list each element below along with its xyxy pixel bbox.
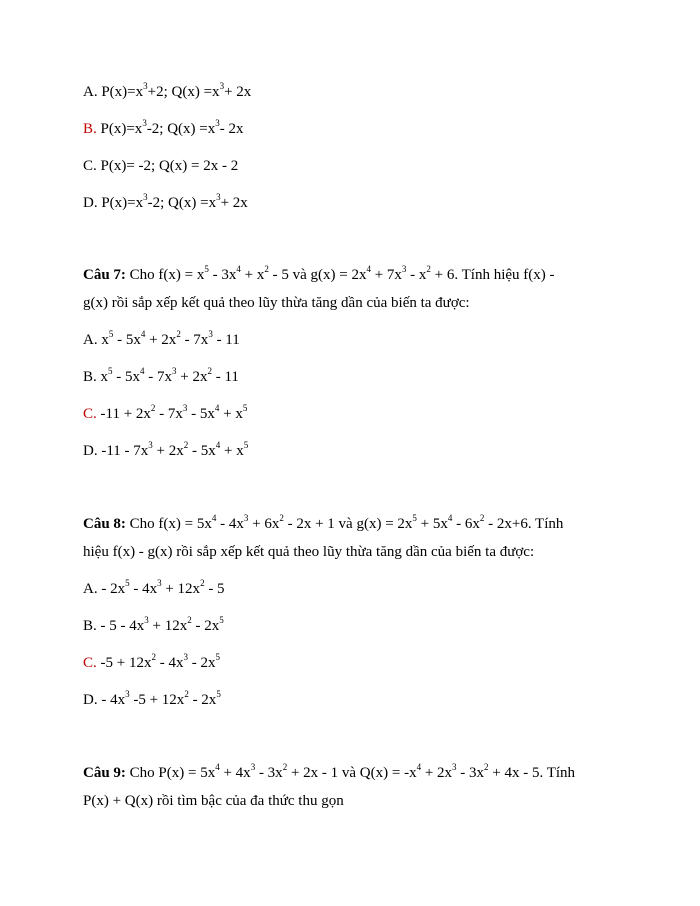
q7-stem-line2: g(x) rồi sắp xếp kết quả theo lũy thừa tăng dần của biến ta được: xyxy=(83,295,470,311)
q7-option-b: B. $x^5 - 5x^4 - 7x^3 + 2x^2 - 11$ xyxy=(83,366,239,385)
correct-answer-letter: C. xyxy=(83,655,97,671)
prev-option-c: C. P(x)= -2; Q(x) = 2x - 2 xyxy=(83,158,239,174)
q8-option-b: B. - $5 - 4x^3 + 12x^2 - 2x^5$ xyxy=(83,615,224,634)
prev-option-a: A. $P(x)=x^3+2$; $Q(x) =x^3+ 2x$ xyxy=(83,81,252,100)
q7-label: Câu 7: xyxy=(83,267,126,283)
q8-option-a: A. - $2x^5 - 4x^3 + 12x^2 - 5$ xyxy=(83,578,225,597)
correct-answer-letter: B. xyxy=(83,121,97,137)
q8-option-c: C. $-5 + 12x^2 - 4x^3 - 2x^5$ xyxy=(83,652,220,671)
q7-option-a: A. $x^5 - 5x^4 + 2x^2 - 7x^3 - 11$ xyxy=(83,329,240,348)
q8-stem-line1: Câu 8: Cho $f(x) = 5x^4 - 4x^3 + 6x^2 - 2x + 1$ và $g(x) = 2x^5 + 5x^4 - 6x^2 - 2x+6$. Tính xyxy=(83,513,564,532)
q9-stem-line1: Câu 9: Cho $P(x) = 5x^4 + 4x^3 - 3x^2 + 2x - 1$ và $Q(x) = -x^4 + 2x^3 - 3x^2 + 4x - 5$. Tính xyxy=(83,762,576,781)
prev-option-d: D. $P(x)=x^3-2$; $Q(x) =x^3+ 2x$ xyxy=(83,192,248,211)
correct-answer-letter: C. xyxy=(83,406,97,422)
q9-stem-line2: P(x) + Q(x) rồi tìm bậc của đa thức thu gọn xyxy=(83,793,344,809)
q8-stem-line2: hiệu f(x) - g(x) rồi sắp xếp kết quả theo lũy thừa tăng dần của biến ta được: xyxy=(83,544,535,560)
q9-label: Câu 9: xyxy=(83,765,126,781)
q7-option-d: D. $-11 - 7x^3 + 2x^2 - 5x^4 + x^5$ xyxy=(83,440,249,459)
q8-label: Câu 8: xyxy=(83,516,126,532)
q8-option-d: D. - $4x^3$ $-5 + 12x^2 - 2x^5$ xyxy=(83,689,221,708)
q7-stem-line1: Câu 7: Cho $f(x) = x^5 - 3x^4 + x^2 - 5$ và $g(x) = 2x^4 + 7x^3 - x^2 + 6$. Tính hiệu f(x) - xyxy=(83,264,555,283)
prev-option-b: B. $P(x)=x^3-2$; $Q(x) =x^3-$ 2x xyxy=(83,118,244,137)
q7-option-c: C. $-11 + 2x^2 - 7x^3 - 5x^4 + x^5$ xyxy=(83,403,248,422)
